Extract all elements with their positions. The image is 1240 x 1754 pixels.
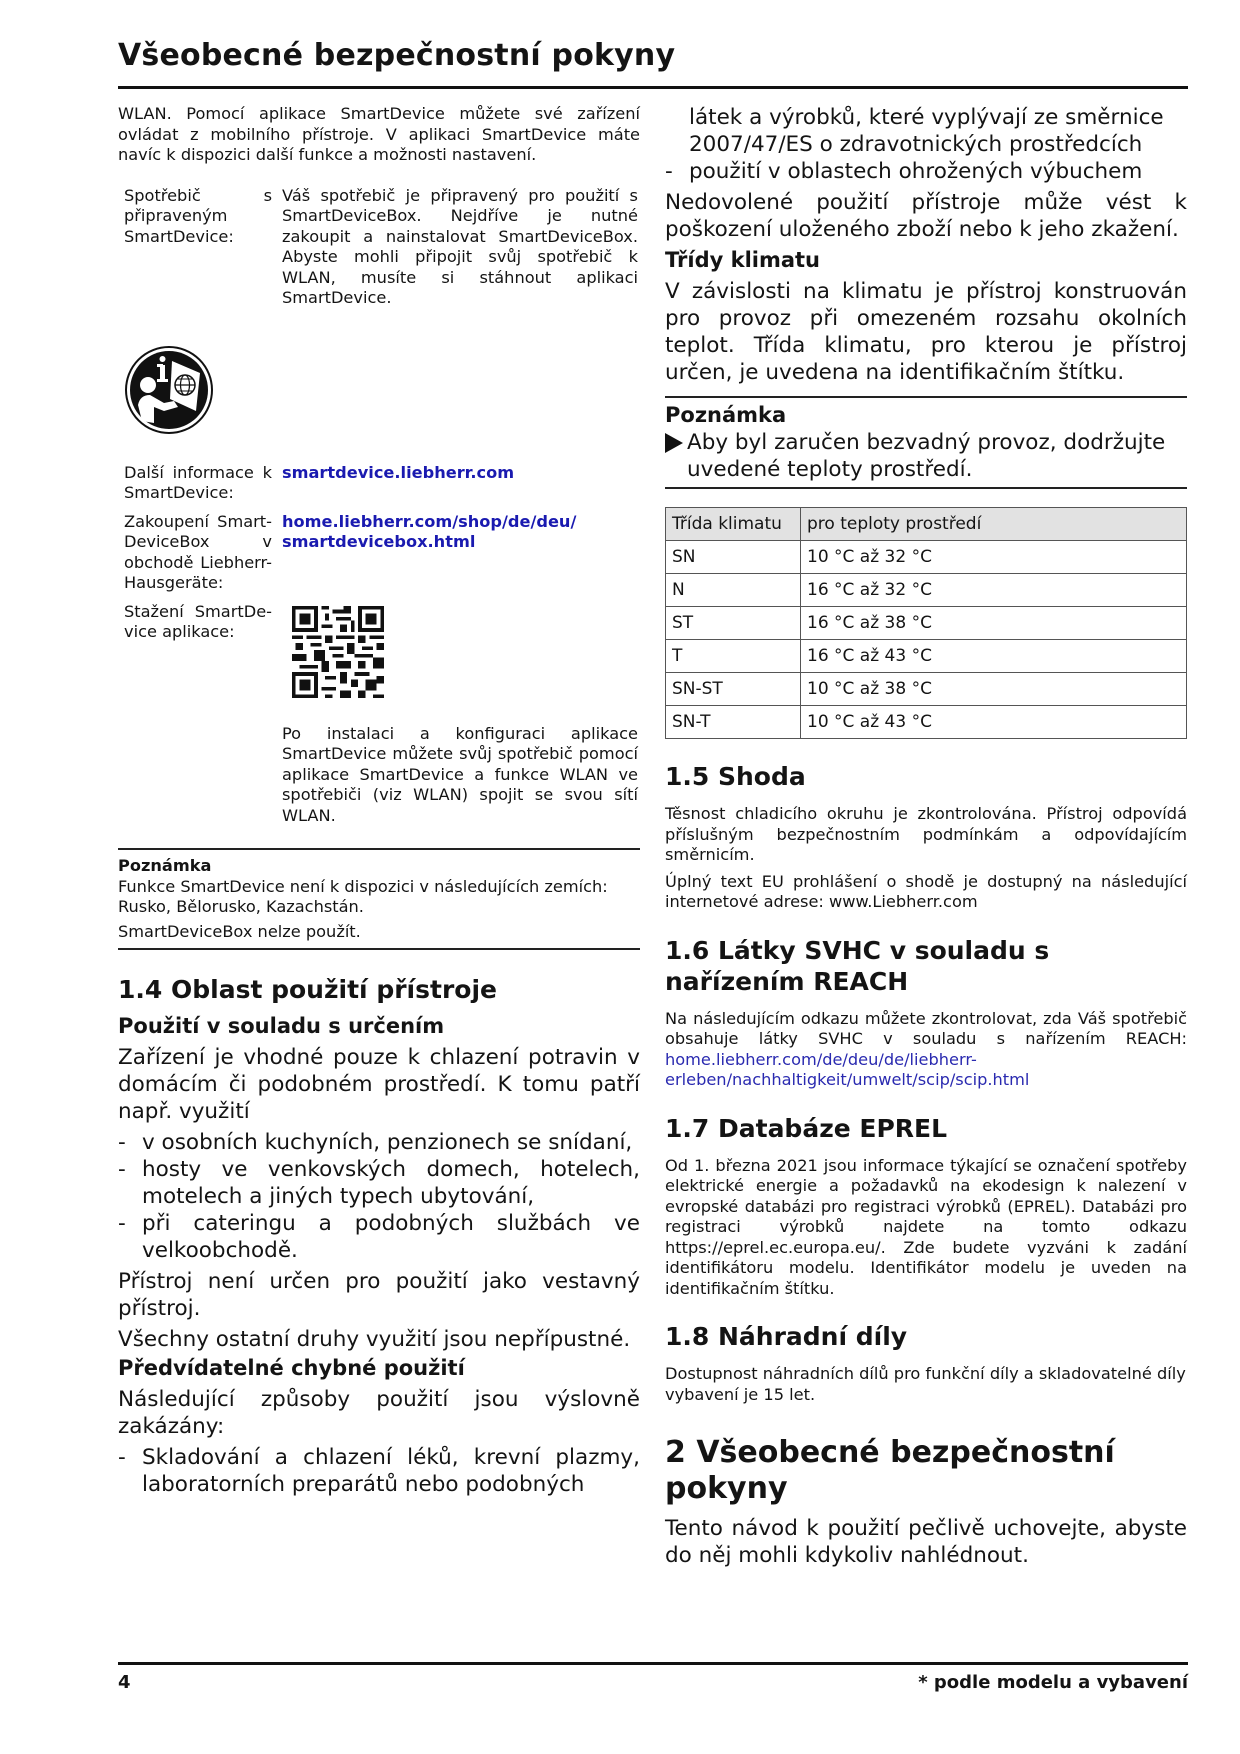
climate-class-cell: SN-T: [666, 706, 801, 739]
climate-class-cell: SN: [666, 541, 801, 574]
climate-class-cell: T: [666, 640, 801, 673]
def-term: Zakoupení SmartDeviceBox v obchodě Liebherr-Hausgeräte:: [124, 511, 272, 592]
section-heading-1-4: 1.4 Oblast použití přístroje: [118, 975, 497, 1004]
keep-manual-paragraph: Tento návod k použití pečlivě uchovejte, abyste do něj mohli kdykoliv nahlédnout.: [665, 1516, 1187, 1568]
subheading-climate-classes: Třídy klimatu: [665, 248, 821, 272]
conformity-url-paragraph: Úplný text EU prohlášení o shodě je dostupný na následující internetové adrese: www.Liebherr.com: [665, 871, 1187, 911]
section-heading-1-5: 1.5 Shoda: [665, 762, 806, 791]
unauthorized-use-paragraph: Nedovolené použití přístroje může vést k poškození uloženého zboží nebo k jeho zkažení.: [665, 190, 1187, 242]
shop-link[interactable]: home.liebherr.com/shop/de/deu/ smartdevicebox.html: [282, 511, 577, 551]
section-heading-1-7: 1.7 Databáze EPREL: [665, 1113, 948, 1143]
list-item: - hosty ve venkovských domech, hotelech, motelech a jiných typech ubytování,: [118, 1156, 640, 1210]
def-row-download: [118, 602, 640, 827]
intended-use-list: [118, 1129, 640, 1264]
list-item: - v osobních kuchyních, penzionech se snídaní,: [118, 1129, 640, 1156]
conformity-paragraph: Těsnost chladicího okruhu je zkontrolována. Přístroj odpovídá příslušným bezpečnostním podmínkám a odpovídajícím směrnicím.: [665, 804, 1187, 864]
def-row-purchase: [118, 512, 640, 594]
table-row: [666, 673, 1187, 706]
arrow-right-icon: [665, 433, 683, 453]
def-row-more-info: [118, 463, 640, 504]
table-row: [666, 607, 1187, 640]
table-header-row: [666, 508, 1187, 541]
list-item-continued: látek a výrobků, které vyplývají ze směrnice 2007/47/ES o zdravotnických prostředcích: [689, 105, 1164, 157]
left-column: [118, 104, 640, 1498]
header-divider: [118, 86, 1188, 89]
svhc-paragraph: Na následujícím odkazu můžete zkontrolovat, zda Váš spotřebič obsahuje látky SVHC v souladu s nařízením REACH: home.liebherr.com/de/deu/de/liebherr-erleben/nachhaltigkeit/umwelt/scip/scip.html: [665, 1008, 1187, 1089]
temperature-range-cell: 10 °C až 32 °C: [801, 541, 1187, 574]
footer-divider: [118, 1662, 1188, 1665]
def-term: Spotřebič s připraveným SmartDevice:: [124, 185, 272, 246]
temperature-range-cell: 10 °C až 38 °C: [801, 673, 1187, 706]
def-term: Stažení SmartDevice aplikace:: [124, 601, 272, 641]
intended-use-paragraph: Zařízení je vhodné pouze k chlazení potravin v domácím či podobném prostředí. K tomu patří např. využití: [118, 1045, 640, 1124]
temperature-range-cell: 16 °C až 38 °C: [801, 607, 1187, 640]
scip-link[interactable]: home.liebherr.com/de/deu/de/liebherr-erleben/nachhaltigkeit/umwelt/scip/scip.html: [665, 1049, 1030, 1089]
page-number: 4: [118, 1672, 131, 1693]
misuse-paragraph: Následující způsoby použití jsou výslovně zakázány:: [118, 1387, 640, 1439]
column-header: Třída klimatu: [666, 508, 801, 541]
note-label: Poznámka: [665, 403, 787, 427]
intro-paragraph: WLAN. Pomocí aplikace SmartDevice můžete své zařízení ovládat z mobilního přístroje. V aplikaci SmartDevice máte navíc k dispozici další funkce a možnosti nastavení.: [118, 104, 640, 164]
right-column: [665, 104, 1187, 1569]
misuse-list: [118, 1444, 640, 1498]
column-header: pro teploty prostředí: [801, 508, 1187, 541]
table-row: [666, 541, 1187, 574]
smartdevice-definition-list: [118, 186, 640, 827]
climate-class-table: [665, 507, 1187, 739]
climate-class-cell: ST: [666, 607, 801, 640]
section-heading-1-6: 1.6 Látky SVHC v souladu s nařízením REACH: [665, 935, 1050, 996]
subheading-foreseeable-misuse: Předvídatelné chybné použití: [118, 1356, 465, 1380]
temperature-range-cell: 16 °C až 32 °C: [801, 574, 1187, 607]
list-item: - Skladování a chlazení léků, krevní plazmy, laboratorních preparátů nebo podobných: [118, 1444, 640, 1498]
info-manual-icon: [124, 345, 214, 435]
section-heading-1-8: 1.8 Náhradní díly: [665, 1322, 908, 1351]
climate-paragraph: V závislosti na klimatu je přístroj konstruován pro provoz při omezeném rozsahu okolních teplot. Třída klimatu, pro kterou je přístroj určen, je uvedena na identifikačním štítku.: [665, 279, 1187, 385]
def-term: Další informace k SmartDevice:: [124, 462, 272, 502]
table-row: [666, 574, 1187, 607]
def-desc: Váš spotřebič je připravený pro použití s SmartDeviceBox. Nejdříve je nutné zakoupit a nainstalovat SmartDeviceBox. Abyste mohli připojit svůj spotřebič k WLAN, musíte si stáhnout aplikaci SmartDevice.: [282, 185, 638, 307]
misuse-list-continued: [665, 104, 1187, 185]
note-divider-bottom: [118, 948, 640, 950]
spare-parts-paragraph: Dostupnost náhradních dílů pro funkční díly a skladovatelné díly vybavení je 15 let.: [665, 1364, 1186, 1404]
climate-class-cell: N: [666, 574, 801, 607]
def-desc: Po instalaci a konfiguraci aplikace SmartDevice můžete svůj spotřebič pomocí aplikace SmartDevice a funkce WLAN ve spotřebiči (viz WLAN) spojit se svou sítí WLAN.: [282, 723, 638, 825]
smartdevice-note: [118, 850, 640, 948]
temperature-range-cell: 16 °C až 43 °C: [801, 640, 1187, 673]
qr-code-icon[interactable]: [292, 606, 384, 698]
note-divider-bottom: [665, 487, 1187, 489]
footer-note: * podle modelu a vybavení: [918, 1672, 1188, 1693]
page-title: Všeobecné bezpečnostní pokyny: [118, 38, 676, 73]
table-row: [666, 640, 1187, 673]
eprel-paragraph: Od 1. března 2021 jsou informace týkající se označení spotřeby elektrické energie a požadavků na ekodesign k nalezení v evropské databázi pro registraci výrobků (EPREL). Databázi pro registraci výrobků najdete na tomto odkazu https://eprel.ec.europa.eu/. Zde budete vyzváni k zadání identifikátoru modelu. Identifikátor modelu je uveden na identifikačním štítku.: [665, 1155, 1187, 1298]
list-item: - při cateringu a podobných službách ve velkoobchodě.: [118, 1210, 640, 1264]
chapter-heading-2: 2 Všeobecné bezpečnostní pokyny: [665, 1435, 1115, 1506]
table-row: [666, 706, 1187, 739]
climate-class-cell: SN-ST: [666, 673, 801, 706]
temperature-range-cell: 10 °C až 43 °C: [801, 706, 1187, 739]
not-built-in-paragraph: Přístroj není určen pro použití jako vestavný přístroj.: [118, 1269, 640, 1321]
note-label: Poznámka: [118, 856, 212, 875]
other-use-paragraph: Všechny ostatní druhy využití jsou nepřípustné.: [118, 1327, 631, 1352]
subheading-intended-use: Použití v souladu s určením: [118, 1014, 445, 1038]
note-text: SmartDeviceBox nelze použít.: [118, 921, 361, 941]
note-text: Aby byl zaručen bezvadný provoz, dodržujte uvedené teploty prostředí.: [687, 430, 1166, 482]
list-item: - použití v oblastech ohrožených výbuchem: [665, 158, 1187, 185]
note-text: Funkce SmartDevice není k dispozici v následujících zemích: Rusko, Bělorusko, Kazachstán.: [118, 876, 608, 916]
def-row-prepared: [118, 186, 640, 309]
smartdevice-link[interactable]: smartdevice.liebherr.com: [282, 462, 515, 482]
climate-note: [665, 398, 1187, 487]
